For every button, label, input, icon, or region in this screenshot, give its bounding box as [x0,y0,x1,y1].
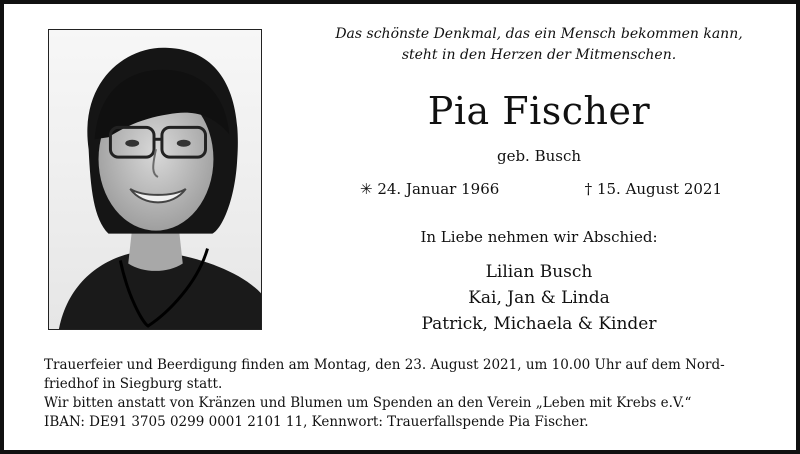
quote-line: Das schönste Denkmal, das ein Mensch bekommen kann, [335,26,743,42]
mourner-name: Patrick, Michaela & Kinder [421,314,657,334]
death-date: † 15. August 2021 [584,180,722,198]
mourner-name: Kai, Jan & Linda [468,288,610,308]
donation-request-line: Wir bitten anstatt von Kränzen und Blumen um Spenden an den Verein „Leben mit Krebs e.V.“ [44,395,692,411]
funeral-details-line: Trauerfeier und Beerdigung finden am Montag, den 23. August 2021, um 10.00 Uhr auf dem Nord- [44,357,725,373]
funeral-details-line: friedhof in Siegburg statt. [44,376,223,392]
birth-name: geb. Busch [496,147,582,165]
mourner-name: Lilian Busch [485,262,593,282]
funeral-details [44,356,774,432]
iban-line: IBAN: DE91 3705 0299 0001 2101 11, Kennwort: Trauerfallspende Pia Fischer. [44,414,589,430]
quote-line: steht in den Herzen der Mitmenschen. [401,47,677,63]
birth-date: ✳ 24. Januar 1966 [360,180,500,198]
memorial-quote [304,24,774,66]
mourners-list [304,259,774,337]
portrait-photo [48,29,262,330]
deceased-name: Pia Fischer [427,89,651,133]
farewell-line: In Liebe nehmen wir Abschied: [420,228,658,246]
